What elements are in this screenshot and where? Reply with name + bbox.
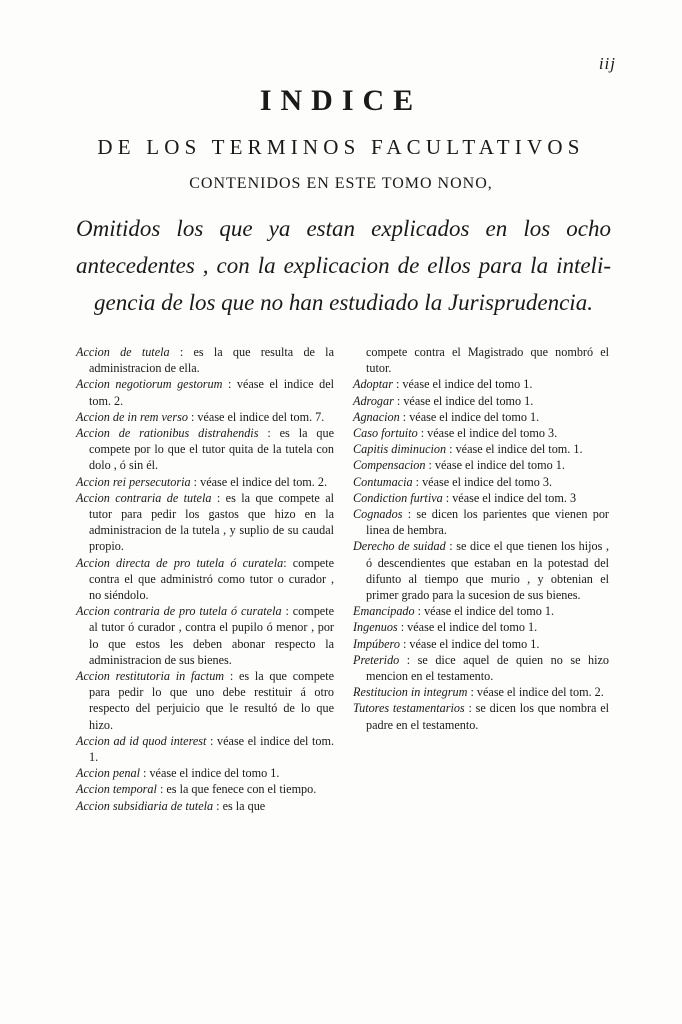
index-definition: : véase el indice del tom. 2.	[190, 474, 328, 489]
page-title: INDICE	[259, 84, 423, 117]
index-term: Adrogar	[353, 393, 394, 408]
index-definition: : véase el indice del tom. 2.	[89, 377, 334, 408]
index-entry	[76, 765, 334, 781]
index-definition: : véase el indice del tomo 3.	[412, 474, 553, 489]
index-definition: : véase el indice del tomo 1.	[393, 393, 534, 408]
index-entry	[353, 393, 609, 409]
index-definition: : véase el indice del tomo 1.	[397, 620, 538, 635]
index-entry	[353, 344, 609, 376]
intro-line: antecedentes , con la explicacion de ellos para la inteli-	[76, 253, 611, 278]
index-term: Caso fortuito	[353, 426, 418, 441]
index-term: Accion subsidiaria de tutela	[76, 798, 214, 813]
index-entry	[76, 425, 334, 474]
index-term: Preterido	[353, 652, 400, 667]
index-entry	[353, 490, 609, 506]
intro-line: Omitidos los que ya estan explicados en los ocho	[76, 216, 611, 241]
index-term: Accion contraria de tutela	[76, 490, 212, 505]
index-entry	[353, 474, 609, 490]
index-definition: : véase el indice del tom. 1.	[89, 733, 334, 765]
index-entry	[76, 668, 334, 733]
index-term: Accion penal	[76, 766, 140, 781]
index-entry	[353, 684, 609, 700]
index-definition: : véase el indice del tomo 1.	[392, 377, 533, 392]
index-entry	[76, 733, 334, 765]
index-definition: : es la que resulta de la administracion de ella.	[89, 345, 334, 376]
index-entry	[353, 506, 609, 538]
index-definition: : véase el indice del tom. 1.	[446, 442, 583, 457]
index-entry	[353, 700, 609, 732]
index-term: Adoptar	[353, 377, 393, 392]
index-term: Derecho de suidad	[353, 539, 446, 554]
index-definition: : véase el indice del tom. 3	[442, 490, 577, 505]
index-entry	[76, 409, 334, 425]
index-term: Accion restitutoria in factum	[76, 669, 225, 684]
index-definition: : véase el indice del tomo 1.	[399, 409, 540, 424]
index-definition: : véase el indice del tomo 1.	[414, 604, 555, 619]
index-definition: : véase el indice del tomo 1.	[139, 766, 280, 781]
subtitle: DE LOS TERMINOS FACULTATIVOS	[97, 135, 585, 159]
index-term: Accion de rationibus distrahendis	[76, 426, 259, 441]
index-entry	[353, 457, 609, 473]
index-definition: : véase el indice del tomo 1.	[425, 458, 565, 473]
intro-paragraph	[76, 210, 611, 321]
index-term: Compensacion	[353, 458, 426, 473]
index-definition: : es la que fenece con el tiempo.	[156, 782, 317, 797]
index-definition: : compete contra el que administró como tutor o curador , no siéndolo.	[89, 555, 334, 603]
index-entry	[353, 538, 609, 603]
index-definition: : véase el indice del tom. 2.	[467, 685, 604, 700]
index-entry	[76, 555, 334, 604]
index-entry	[353, 409, 609, 425]
left-column	[76, 344, 334, 814]
index-entry	[76, 490, 334, 555]
index-entry	[353, 636, 609, 652]
index-term: Accion directa de pro tutela ó curatela	[76, 555, 284, 570]
index-entry	[76, 798, 334, 814]
index-term: Accion de in rem verso	[76, 409, 188, 424]
index-term: Accion negotiorum gestorum	[76, 377, 223, 392]
index-entry	[353, 425, 609, 441]
index-entry	[353, 603, 609, 619]
index-entry	[353, 441, 609, 457]
index-entry	[76, 603, 334, 668]
index-definition: : es la que compete por lo que el tutor quita de la tutela con dolo , ó sin él.	[89, 426, 334, 473]
index-definition: : véase el indice del tomo 3.	[417, 426, 558, 441]
index-entry	[76, 474, 334, 490]
index-term: Accion contraria de pro tutela ó curatela	[76, 604, 282, 619]
index-term: Impúbero	[353, 636, 400, 651]
index-entry	[76, 781, 334, 797]
index-term: Agnacion	[353, 409, 400, 424]
index-term: Restitucion in integrum	[353, 685, 468, 700]
index-term: Accion rei persecutoria	[76, 474, 191, 489]
index-entry	[353, 652, 609, 684]
index-definition: compete contra el Magistrado que nombró el tutor.	[366, 345, 609, 376]
subtitle-secondary: CONTENIDOS EN ESTE TOMO NONO,	[189, 175, 493, 192]
index-definition: : es la que compete para pedir lo que uno debe restituir á otro respecto del perjuicio que le resultó de lo que hizo.	[89, 669, 334, 732]
index-definition: : es la que	[213, 798, 266, 813]
index-term: Accion temporal	[76, 782, 157, 797]
index-entry	[76, 376, 334, 408]
index-entry	[353, 376, 609, 392]
index-definition: : se dicen los que nombra el padre en el testamento.	[366, 701, 609, 732]
intro-line: gencia de los que no han estudiado la Jurisprudencia.	[94, 290, 593, 315]
index-term: Accion ad id quod interest	[76, 733, 207, 748]
index-definition: : véase el indice del tom. 7.	[187, 409, 325, 424]
index-term: Capitis diminucion	[353, 442, 447, 457]
right-column	[353, 344, 609, 733]
index-definition: : se dice aquel de quien no se hizo mencion en el testamento.	[366, 652, 609, 684]
index-definition: : es la que compete al tutor para pedir los gastos que hizo en la administracion de la tutela , y suplio de su caudal propio.	[89, 490, 334, 554]
index-definition: : véase el indice del tomo 1.	[399, 636, 540, 651]
index-definition: : se dicen los parientes que vienen por linea de hembra.	[366, 507, 609, 538]
index-entry	[353, 619, 609, 635]
index-term: Contumacia	[353, 474, 413, 489]
index-term: Condiction furtiva	[353, 490, 443, 505]
index-term: Ingenuos	[353, 620, 398, 635]
index-term: Tutores testamentarios	[353, 701, 465, 716]
index-definition: : se dice el que tienen los hijos , ó descendientes que estaban en la potestad del difunto al tiempo que murio , y obtenian el primer grado para la sucesion de sus bienes.	[366, 539, 610, 603]
index-term: Accion de tutela	[76, 345, 170, 359]
index-term: Cognados	[353, 507, 403, 522]
index-definition: : compete al tutor ó curador , contra el pupilo ó menor , por lo que estos les deben abonar respecto la administracion de sus bienes.	[89, 604, 334, 667]
page-number: iij	[598, 54, 616, 73]
index-entry	[76, 344, 334, 376]
index-term: Emancipado	[353, 604, 415, 619]
